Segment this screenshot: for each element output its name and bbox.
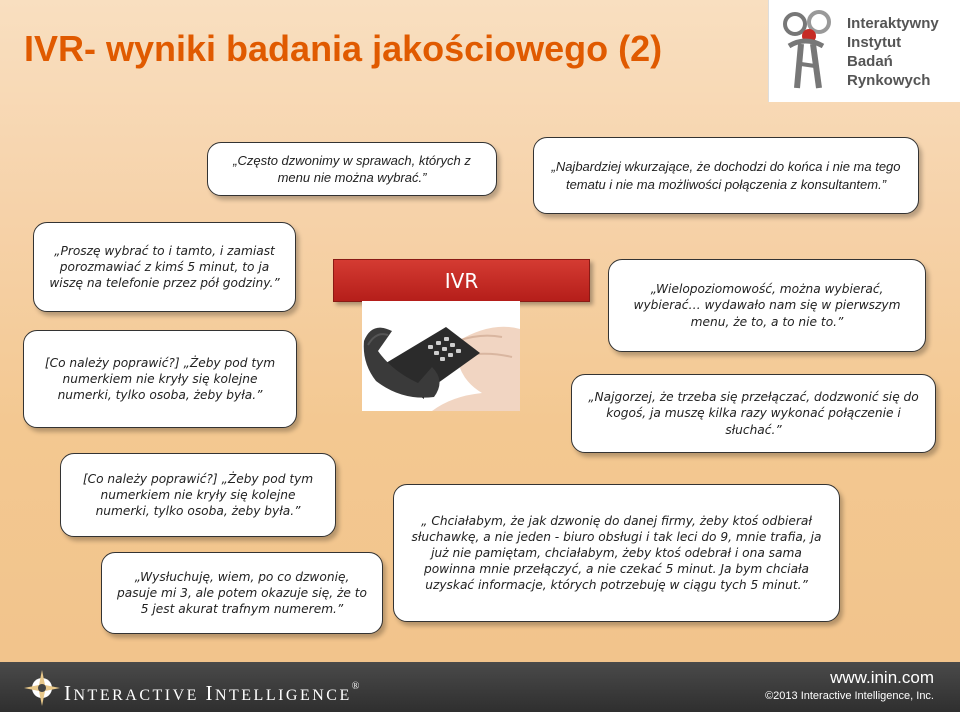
quote-text: „Często dzwonimy w sprawach, których z menu nie można wybrać.” [233, 152, 471, 185]
iibr-logo-icon [775, 6, 847, 96]
quote-bubble-3 [33, 222, 296, 312]
quote-bubble-1 [207, 142, 497, 196]
registered-mark: ® [351, 681, 362, 692]
logo-line: Instytut [847, 34, 902, 51]
logo-line: Rynkowych [847, 72, 931, 89]
star-logo-icon [22, 668, 62, 708]
footer-url: www.inin.com [830, 668, 934, 687]
quote-text: „Najgorzej, że trzeba się przełączać, dodzwonić się do kogoś, ja muszę kilka razy wykonać połączenie i słuchać.” [588, 390, 919, 437]
quote-text: „Wysłuchuję, wiem, po co dzwonię, pasuje mi 3, ale potem okazuje się, że to 5 jest akurat trafnym numerem.” [117, 569, 367, 617]
quote-text: „ Chciałabym, że jak dzwonię do danej firmy, żeby ktoś odbierał słuchawkę, a nie jeden - biuro obsługi i tak leci do 9, mnie trafia, ja już nie pamiętam, chciałabym, żeby ktoś odebrał i ona sama powinna mnie przełączyć, a nie czekać 5 minut. Ja bym chciała uzyskać informacje, których potrzebuję w ciągu tych 5 minut.” [411, 513, 822, 593]
footer-copyright: ©2013 Interactive Intelligence, Inc. [765, 690, 934, 702]
logo-line: Badań [847, 53, 893, 70]
ivr-banner: IVR [333, 259, 590, 302]
quote-text: „Proszę wybrać to i tamto, i zamiast porozmawiać z kimś 5 minut, to ja wiszę na telefonie przez pół godziny.” [49, 243, 280, 291]
quote-text: [Co należy poprawić?] „Żeby pod tym numerkiem nie kryły się kolejne numerki, tylko osoba, żeby była.” [44, 355, 276, 403]
quote-bubble-9 [101, 552, 383, 634]
quote-bubble-4 [608, 259, 926, 352]
footer [0, 662, 960, 712]
quote-bubble-2 [533, 137, 919, 214]
brand-rest: NTELLIGENCE [214, 687, 352, 704]
brand-cap: I [205, 681, 215, 705]
quote-bubble-8 [393, 484, 840, 622]
iibr-logo-text [847, 14, 957, 90]
quote-bubble-5 [23, 330, 297, 428]
quote-bubble-7 [60, 453, 336, 537]
telephone-icon [362, 301, 520, 411]
logo-line: Interaktywny [847, 15, 939, 32]
iibr-logo [768, 0, 960, 102]
brand-rest: NTERACTIVE [73, 687, 199, 704]
quote-text: „Najbardziej wkurzające, że dochodzi do końca i nie ma tego tematu i nie ma możliwości połączenia z konsultantem.” [551, 159, 901, 192]
brand-cap: I [64, 681, 74, 705]
quote-text: [Co należy poprawić?] „Żeby pod tym numerkiem nie kryły się kolejne numerki, tylko osoba, żeby była.” [82, 471, 314, 519]
quote-text: „Wielopoziomowość, można wybierać, wybierać… wydawało nam się w pierwszym menu, że to, a to nie to.” [633, 282, 901, 329]
slide-title: IVR- wyniki badania jakościowego (2) [24, 28, 663, 69]
quote-bubble-6 [571, 374, 936, 453]
footer-brand [64, 681, 362, 706]
phone-photo [362, 301, 520, 411]
